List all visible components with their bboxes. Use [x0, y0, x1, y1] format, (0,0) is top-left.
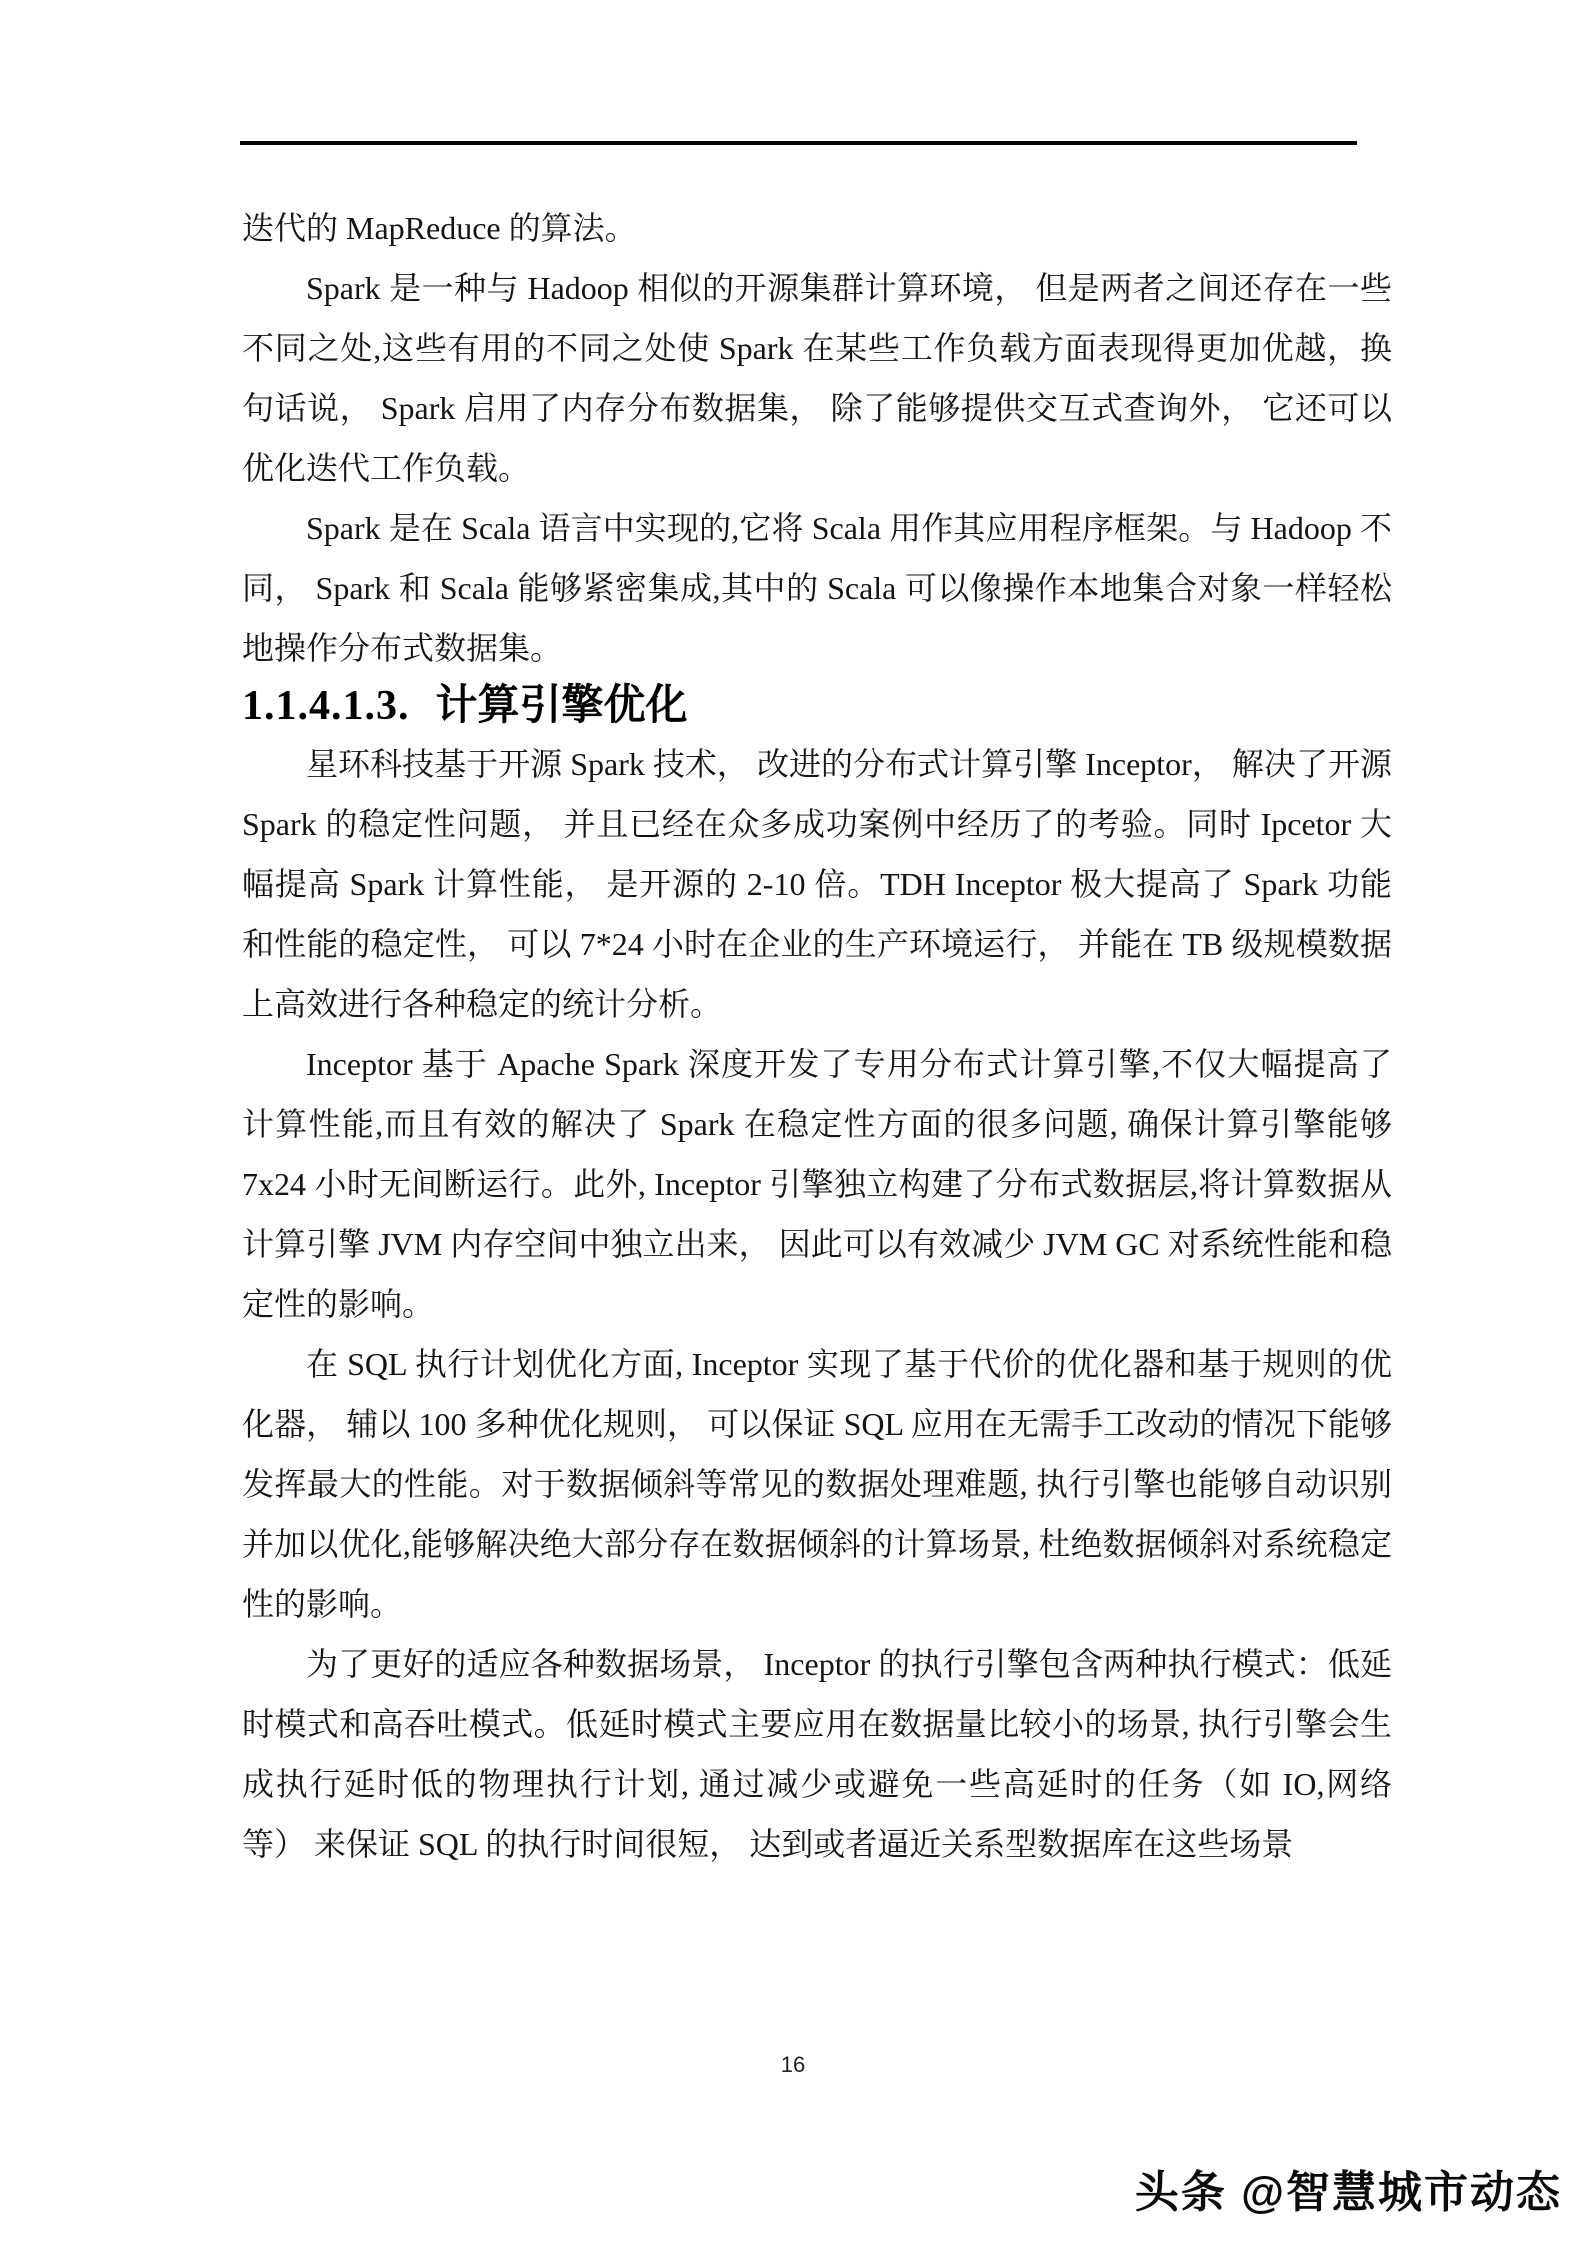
document-paragraph: 星环科技基于开源 Spark 技术， 改进的分布式计算引擎 Inceptor， 解决了开源 Spark 的稳定性问题， 并且已经在众多成功案例中经历了的考验。同时 Ipcetor 大幅提高 Spark 计算性能， 是开源的 2-10 倍。TDH Inceptor 极大提高了 Spark 功能和性能的稳定性， 可以 7*24 小时在企业的生产环境运行， 并能在 TB 级规模数据上高效进行各种稳定的统计分析。 [242, 746, 1392, 1022]
section-heading-title: 计算引擎优化 [435, 683, 688, 729]
section-heading [242, 678, 1392, 734]
document-paragraph-continuation: 迭代的 MapReduce 的算法。 [242, 210, 637, 246]
page-number: 16 [780, 2052, 806, 2077]
section-heading-number: 1.1.4.1.3. [242, 683, 410, 729]
document-paragraph: Spark 是在 Scala 语言中实现的,它将 Scala 用作其应用程序框架。与 Hadoop 不同， Spark 和 Scala 能够紧密集成,其中的 Scala 可以像操作本地集合对象一样轻松地操作分布式数据集。 [242, 510, 1392, 666]
document-paragraph: Spark 是一种与 Hadoop 相似的开源集群计算环境， 但是两者之间还存在一些不同之处,这些有用的不同之处使 Spark 在某些工作负载方面表现得更加优越，换句话说， Spark 启用了内存分布数据集， 除了能够提供交互式查询外， 它还可以优化迭代工作负载。 [242, 270, 1392, 486]
document-paragraph: Inceptor 基于 Apache Spark 深度开发了专用分布式计算引擎,不仅大幅提高了计算性能,而且有效的解决了 Spark 在稳定性方面的很多问题, 确保计算引擎能够 7x24 小时无间断运行。此外, Inceptor 引擎独立构建了分布式数据层,将计算数据从计算引擎 JVM 内存空间中独立出来， 因此可以有效减少 JVM GC 对系统性能和稳定性的影响。 [242, 1046, 1392, 1322]
header-rule-divider [240, 141, 1357, 145]
document-body [242, 198, 1392, 1874]
toutiao-watermark: 头条 @智慧城市动态 [1134, 2168, 1562, 2217]
document-paragraph: 为了更好的适应各种数据场景， Inceptor 的执行引擎包含两种执行模式：低延时模式和高吞吐模式。低延时模式主要应用在数据量比较小的场景, 执行引擎会生成执行延时低的物理执行计划, 通过减少或避免一些高延时的任务（如 IO,网络等） 来保证 SQL 的执行时间很短， 达到或者逼近关系型数据库在这些场景 [242, 1646, 1392, 1862]
document-paragraph: 在 SQL 执行计划优化方面, Inceptor 实现了基于代价的优化器和基于规则的优化器， 辅以 100 多种优化规则， 可以保证 SQL 应用在无需手工改动的情况下能够发挥最大的性能。对于数据倾斜等常见的数据处理难题, 执行引擎也能够自动识别并加以优化,能够解决绝大部分存在数据倾斜的计算场景, 杜绝数据倾斜对系统稳定性的影响。 [242, 1346, 1392, 1622]
